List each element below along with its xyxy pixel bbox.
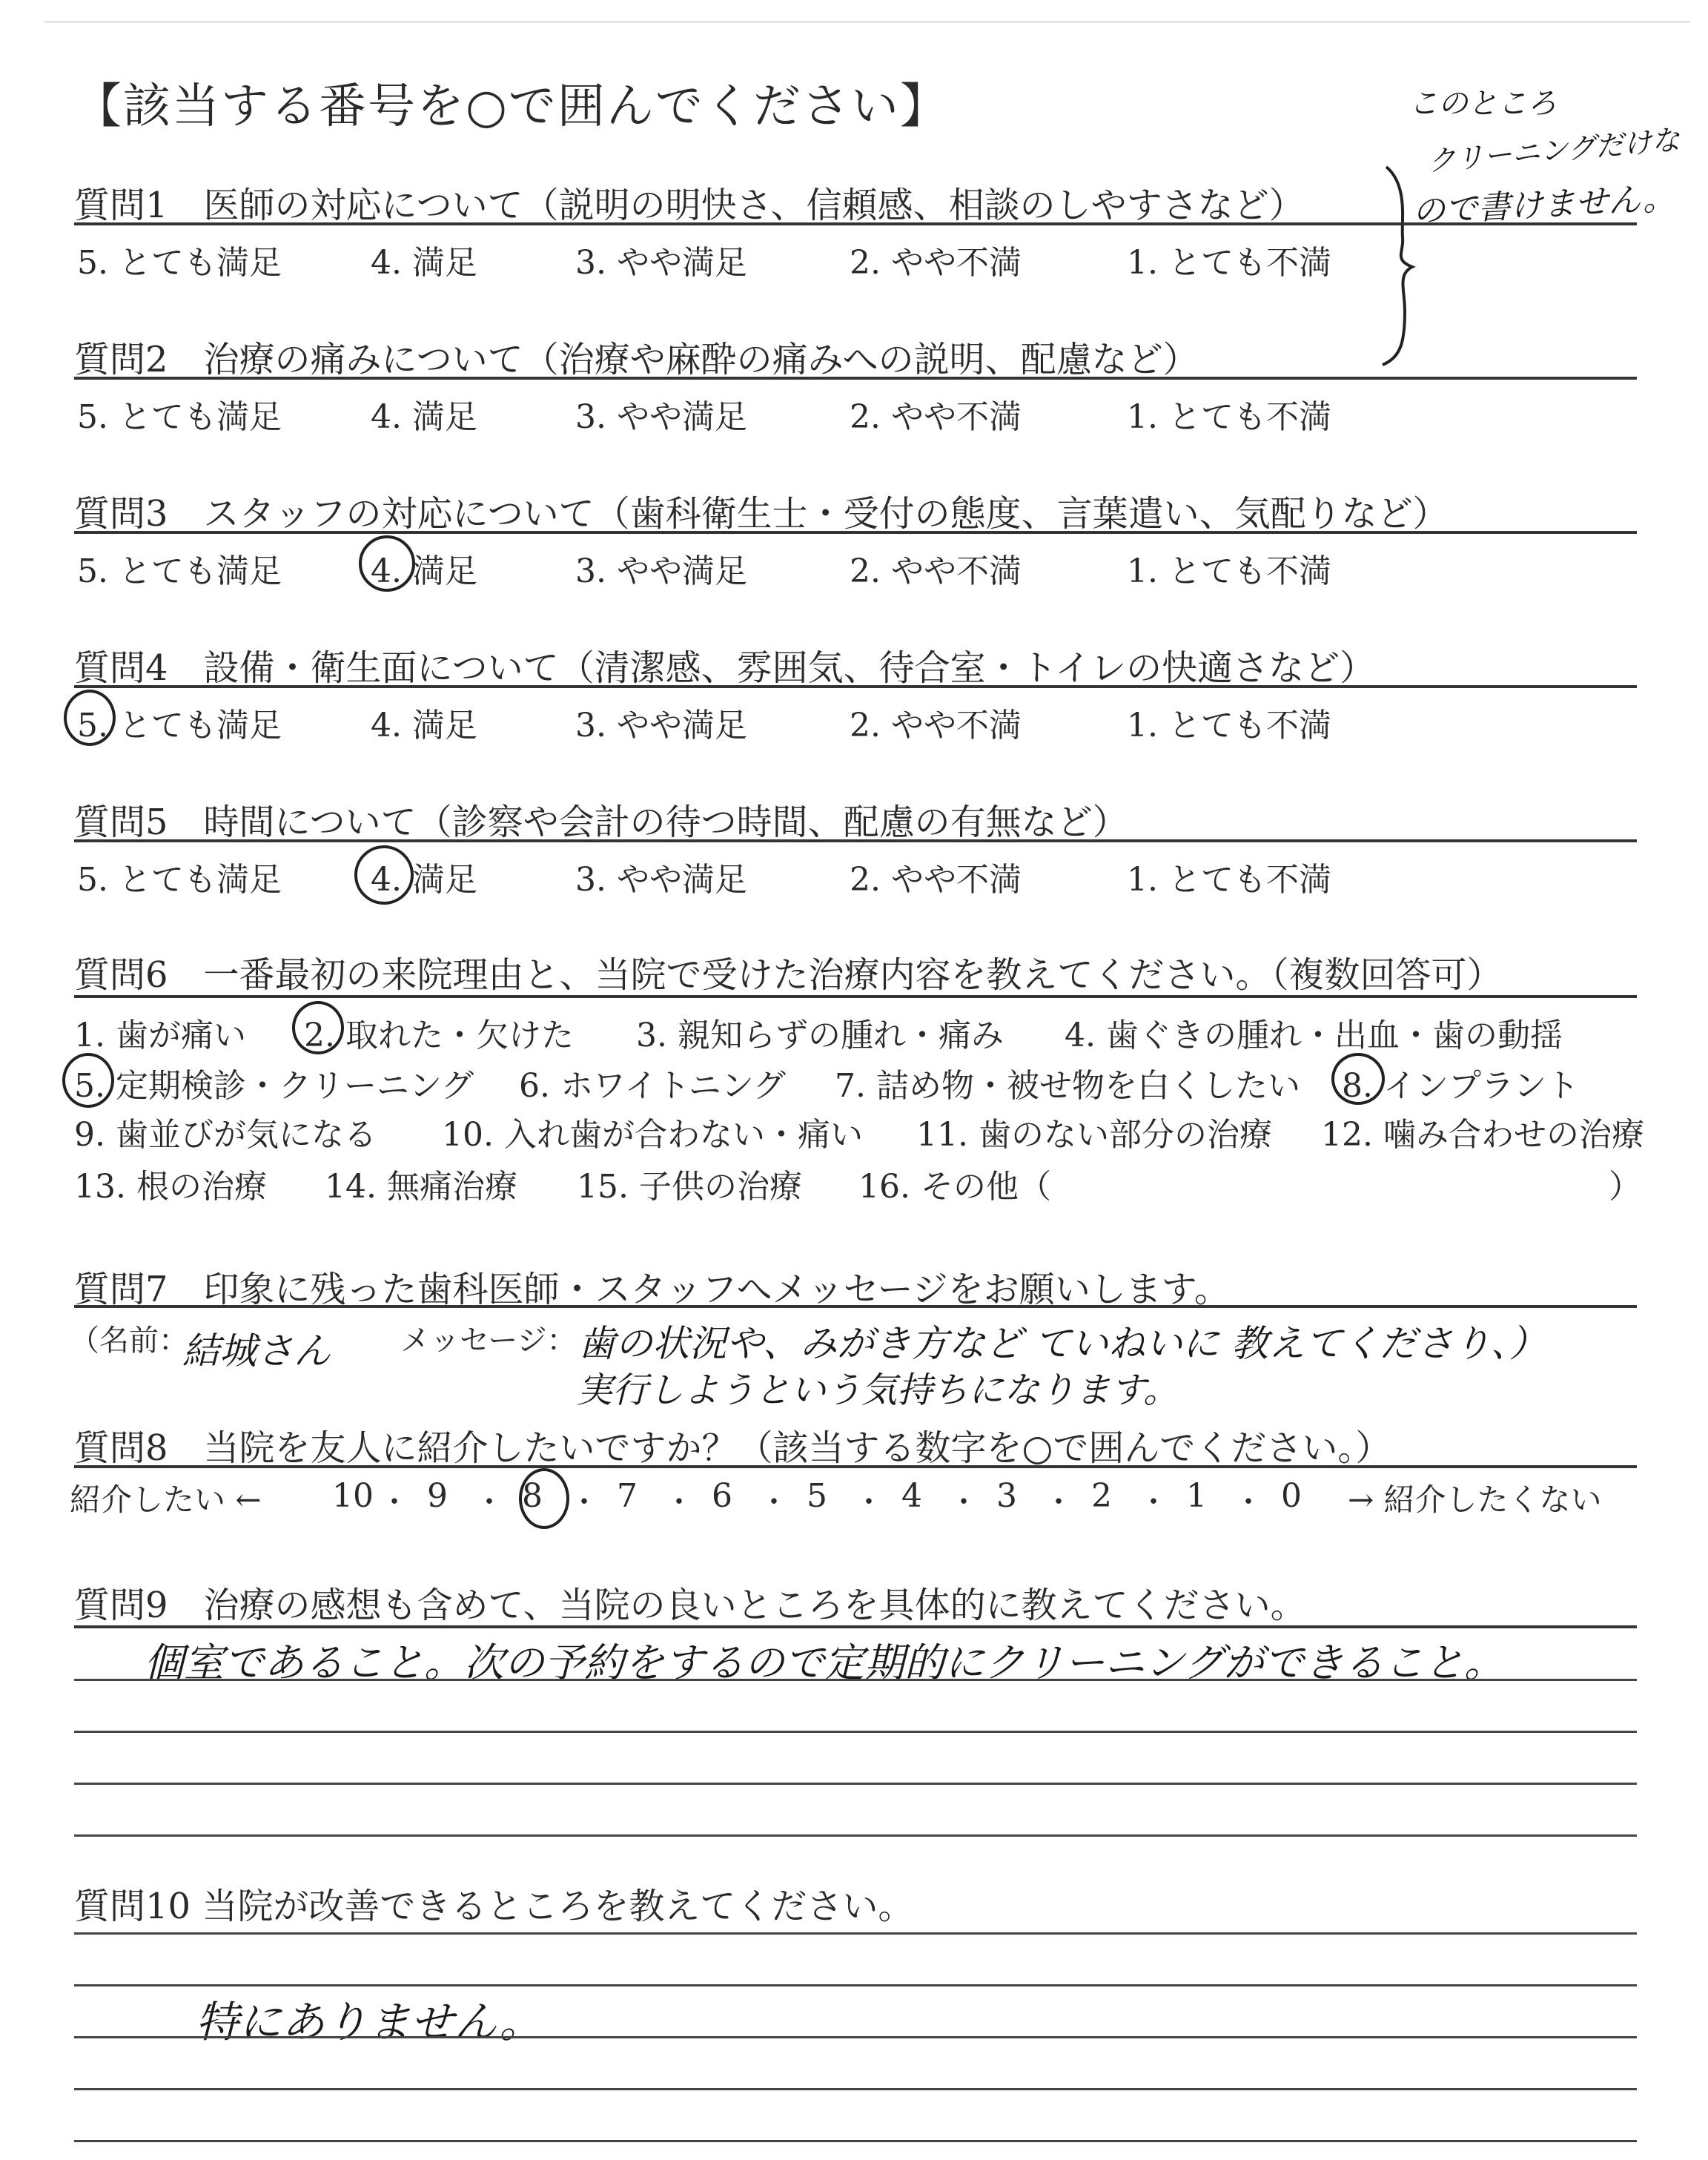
q8-scale-6[interactable]: 6 bbox=[712, 1477, 732, 1515]
question-6-label: 質問6 一番最初の来院理由と、当院で受けた治療内容を教えてください。（複数回答可） bbox=[74, 954, 1503, 996]
question-10-label: 質問10 当院が改善できるところを教えてください。 bbox=[74, 1886, 914, 1927]
q3-option-2[interactable]: 2. やや不満 bbox=[850, 552, 1022, 590]
q8-scale-separator: ・ bbox=[1044, 1485, 1073, 1519]
q4-option-2[interactable]: 2. やや不満 bbox=[850, 707, 1022, 744]
q8-scale-separator: ・ bbox=[569, 1485, 599, 1519]
q4-option-4[interactable]: 4. 満足 bbox=[371, 707, 477, 744]
q10-answer[interactable]: 特にありません。 bbox=[196, 1997, 543, 2047]
q1-option-2[interactable]: 2. やや不満 bbox=[850, 244, 1022, 282]
q2-option-4[interactable]: 4. 満足 bbox=[371, 398, 477, 436]
q4-option-3[interactable]: 3. やや満足 bbox=[575, 707, 747, 744]
q8-scale-2[interactable]: 2 bbox=[1091, 1477, 1112, 1515]
q6-option-13[interactable]: 13. 根の治療 bbox=[74, 1168, 267, 1206]
question-9-label: 質問9 治療の感想も含めて、当院の良いところを具体的に教えてください。 bbox=[74, 1585, 1306, 1626]
question-7-rule bbox=[74, 1305, 1637, 1308]
q8-scale-10[interactable]: 10 bbox=[332, 1477, 374, 1515]
q3-selection-circle bbox=[359, 535, 415, 592]
q8-scale-9[interactable]: 9 bbox=[427, 1477, 448, 1515]
question-5-label: 質問5 時間について（診察や会計の待つ時間、配慮の有無など） bbox=[74, 802, 1128, 843]
q6-option-15[interactable]: 15. 子供の治療 bbox=[577, 1168, 802, 1206]
q1-option-5[interactable]: 5. とても満足 bbox=[77, 244, 282, 282]
q5-option-5[interactable]: 5. とても満足 bbox=[77, 861, 282, 899]
q3-option-3[interactable]: 3. やや満足 bbox=[575, 552, 747, 590]
q6-option-12[interactable]: 12. 噛み合わせの治療 bbox=[1321, 1116, 1644, 1154]
question-4-label: 質問4 設備・衛生面について（清潔感、雰囲気、待合室・トイレの快適さなど） bbox=[74, 647, 1376, 689]
question-6-rule bbox=[74, 995, 1637, 998]
q8-scale-separator: ・ bbox=[1234, 1485, 1263, 1519]
page-title: 【該当する番号を○で囲んでください】 bbox=[74, 79, 949, 134]
q8-scale-separator: ・ bbox=[664, 1485, 694, 1519]
q8-scale-4[interactable]: 4 bbox=[901, 1477, 922, 1515]
q10-answer-line-3 bbox=[74, 2036, 1637, 2038]
q7-name-value[interactable]: 結城さん bbox=[182, 1330, 331, 1373]
q4-option-5[interactable]: 5. とても満足 bbox=[77, 707, 282, 744]
q6-option-16[interactable]: 16. その他（ bbox=[858, 1168, 1051, 1206]
q6-option-5-circle bbox=[62, 1053, 114, 1108]
q2-option-3[interactable]: 3. やや満足 bbox=[575, 398, 747, 436]
question-9-rule bbox=[74, 1625, 1637, 1628]
q4-option-1[interactable]: 1. とても不満 bbox=[1127, 707, 1331, 744]
top-edge-line bbox=[44, 21, 1690, 23]
q9-answer-line-2 bbox=[74, 1731, 1637, 1733]
q2-option-5[interactable]: 5. とても満足 bbox=[77, 398, 282, 436]
side-note-line-1: このところ bbox=[1409, 87, 1557, 121]
q7-name-label: （名前： bbox=[70, 1324, 188, 1358]
question-7-label: 質問7 印象に残った歯科医師・スタッフへメッセージをお願いします。 bbox=[74, 1269, 1230, 1310]
q5-option-4[interactable]: 4. 満足 bbox=[371, 861, 477, 899]
q8-scale-separator: ・ bbox=[949, 1485, 979, 1519]
q6-option-8-circle bbox=[1331, 1053, 1385, 1105]
q6-other-close-paren: ） bbox=[1609, 1168, 1641, 1206]
q8-scale-8[interactable]: 8 bbox=[522, 1477, 543, 1515]
q8-scale-0[interactable]: 0 bbox=[1281, 1477, 1302, 1515]
q10-answer-line-4 bbox=[74, 2088, 1637, 2090]
question-5-rule bbox=[74, 839, 1637, 842]
q8-scale-separator: ・ bbox=[474, 1485, 504, 1519]
question-1-label: 質問1 医師の対応について（説明の明快さ、信頼感、相談のしやすさなど） bbox=[74, 185, 1305, 226]
question-2-label: 質問2 治療の痛みについて（治療や麻酔の痛みへの説明、配慮など） bbox=[74, 339, 1199, 380]
question-3-label: 質問3 スタッフの対応について（歯科衛生士・受付の態度、言葉遣い、気配りなど） bbox=[74, 493, 1449, 535]
q9-answer[interactable]: 個室であること。次の予約をするので定期的にクリーニングができること。 bbox=[144, 1639, 1504, 1686]
q8-scale-1[interactable]: 1 bbox=[1186, 1477, 1207, 1515]
question-4-rule bbox=[74, 685, 1637, 688]
q5-option-2[interactable]: 2. やや不満 bbox=[850, 861, 1022, 899]
q10-answer-line-1 bbox=[74, 1932, 1637, 1935]
q3-option-5[interactable]: 5. とても満足 bbox=[77, 552, 282, 590]
q8-scale-separator: ・ bbox=[1139, 1485, 1168, 1519]
q8-scale-separator: ・ bbox=[759, 1485, 789, 1519]
q5-option-3[interactable]: 3. やや満足 bbox=[575, 861, 747, 899]
q8-scale-5[interactable]: 5 bbox=[807, 1477, 827, 1515]
q8-scale-7[interactable]: 7 bbox=[617, 1477, 638, 1515]
q6-option-7[interactable]: 7. 詰め物・被せ物を白くしたい bbox=[835, 1067, 1300, 1105]
q6-option-1[interactable]: 1. 歯が痛い bbox=[74, 1017, 246, 1054]
q7-message-line-2[interactable]: 実行しようという気持ちになります。 bbox=[577, 1370, 1179, 1411]
side-note-line-3: ので書けません。 bbox=[1411, 179, 1676, 231]
q1-option-4[interactable]: 4. 満足 bbox=[371, 244, 477, 282]
q8-selection-circle bbox=[519, 1468, 569, 1529]
q6-option-5[interactable]: 5. 定期検診・クリーニング bbox=[74, 1067, 474, 1105]
q2-option-1[interactable]: 1. とても不満 bbox=[1127, 398, 1331, 436]
question-8-label: 質問8 当院を友人に紹介したいですか？（該当する数字を○で囲んでください。） bbox=[74, 1427, 1391, 1469]
q3-option-4[interactable]: 4. 満足 bbox=[371, 552, 477, 590]
q4-selection-circle bbox=[64, 690, 116, 746]
q7-message-line-1[interactable]: 歯の状況や、みがき方など ていねいに 教えてくださり、） bbox=[578, 1322, 1546, 1365]
question-2-rule bbox=[74, 377, 1637, 380]
q10-answer-line-5 bbox=[74, 2140, 1637, 2142]
q6-option-3[interactable]: 3. 親知らずの腫れ・痛み bbox=[636, 1017, 1004, 1054]
q6-option-10[interactable]: 10. 入れ歯が合わない・痛い bbox=[442, 1116, 863, 1154]
q8-right-label: → 紹介したくない bbox=[1348, 1482, 1602, 1518]
q9-answer-line-1 bbox=[74, 1679, 1637, 1681]
q6-option-4[interactable]: 4. 歯ぐきの腫れ・出血・歯の動揺 bbox=[1065, 1017, 1563, 1054]
q6-option-6[interactable]: 6. ホワイトニング bbox=[519, 1067, 787, 1105]
q9-answer-line-4 bbox=[74, 1834, 1637, 1837]
q8-scale-separator: ・ bbox=[854, 1485, 884, 1519]
q10-answer-line-2 bbox=[74, 1984, 1637, 1986]
question-3-rule bbox=[74, 531, 1637, 534]
q2-option-2[interactable]: 2. やや不満 bbox=[850, 398, 1022, 436]
q1-option-1[interactable]: 1. とても不満 bbox=[1127, 244, 1331, 282]
q5-option-1[interactable]: 1. とても不満 bbox=[1127, 861, 1331, 899]
question-1-rule bbox=[74, 222, 1637, 225]
q6-option-2[interactable]: 2. 取れた・欠けた bbox=[304, 1017, 574, 1054]
question-8-rule bbox=[74, 1465, 1637, 1468]
q9-answer-line-3 bbox=[74, 1783, 1637, 1785]
q6-option-14[interactable]: 14. 無痛治療 bbox=[325, 1168, 517, 1206]
q6-option-2-circle bbox=[292, 1001, 344, 1054]
q5-selection-circle bbox=[354, 845, 414, 905]
q6-option-11[interactable]: 11. 歯のない部分の治療 bbox=[916, 1116, 1272, 1154]
q3-option-1[interactable]: 1. とても不満 bbox=[1127, 552, 1331, 590]
side-note-line-2: クリーニングだけな bbox=[1426, 123, 1681, 178]
q8-scale-3[interactable]: 3 bbox=[996, 1477, 1017, 1515]
q8-left-label: 紹介したい ← bbox=[70, 1482, 262, 1518]
q6-option-8[interactable]: 8. インプラント bbox=[1342, 1067, 1579, 1105]
q8-scale-separator: ・ bbox=[380, 1485, 409, 1519]
q1-option-3[interactable]: 3. やや満足 bbox=[575, 244, 747, 282]
q6-option-9[interactable]: 9. 歯並びが気になる bbox=[74, 1116, 377, 1154]
q7-message-label: メッセージ： bbox=[400, 1324, 577, 1358]
